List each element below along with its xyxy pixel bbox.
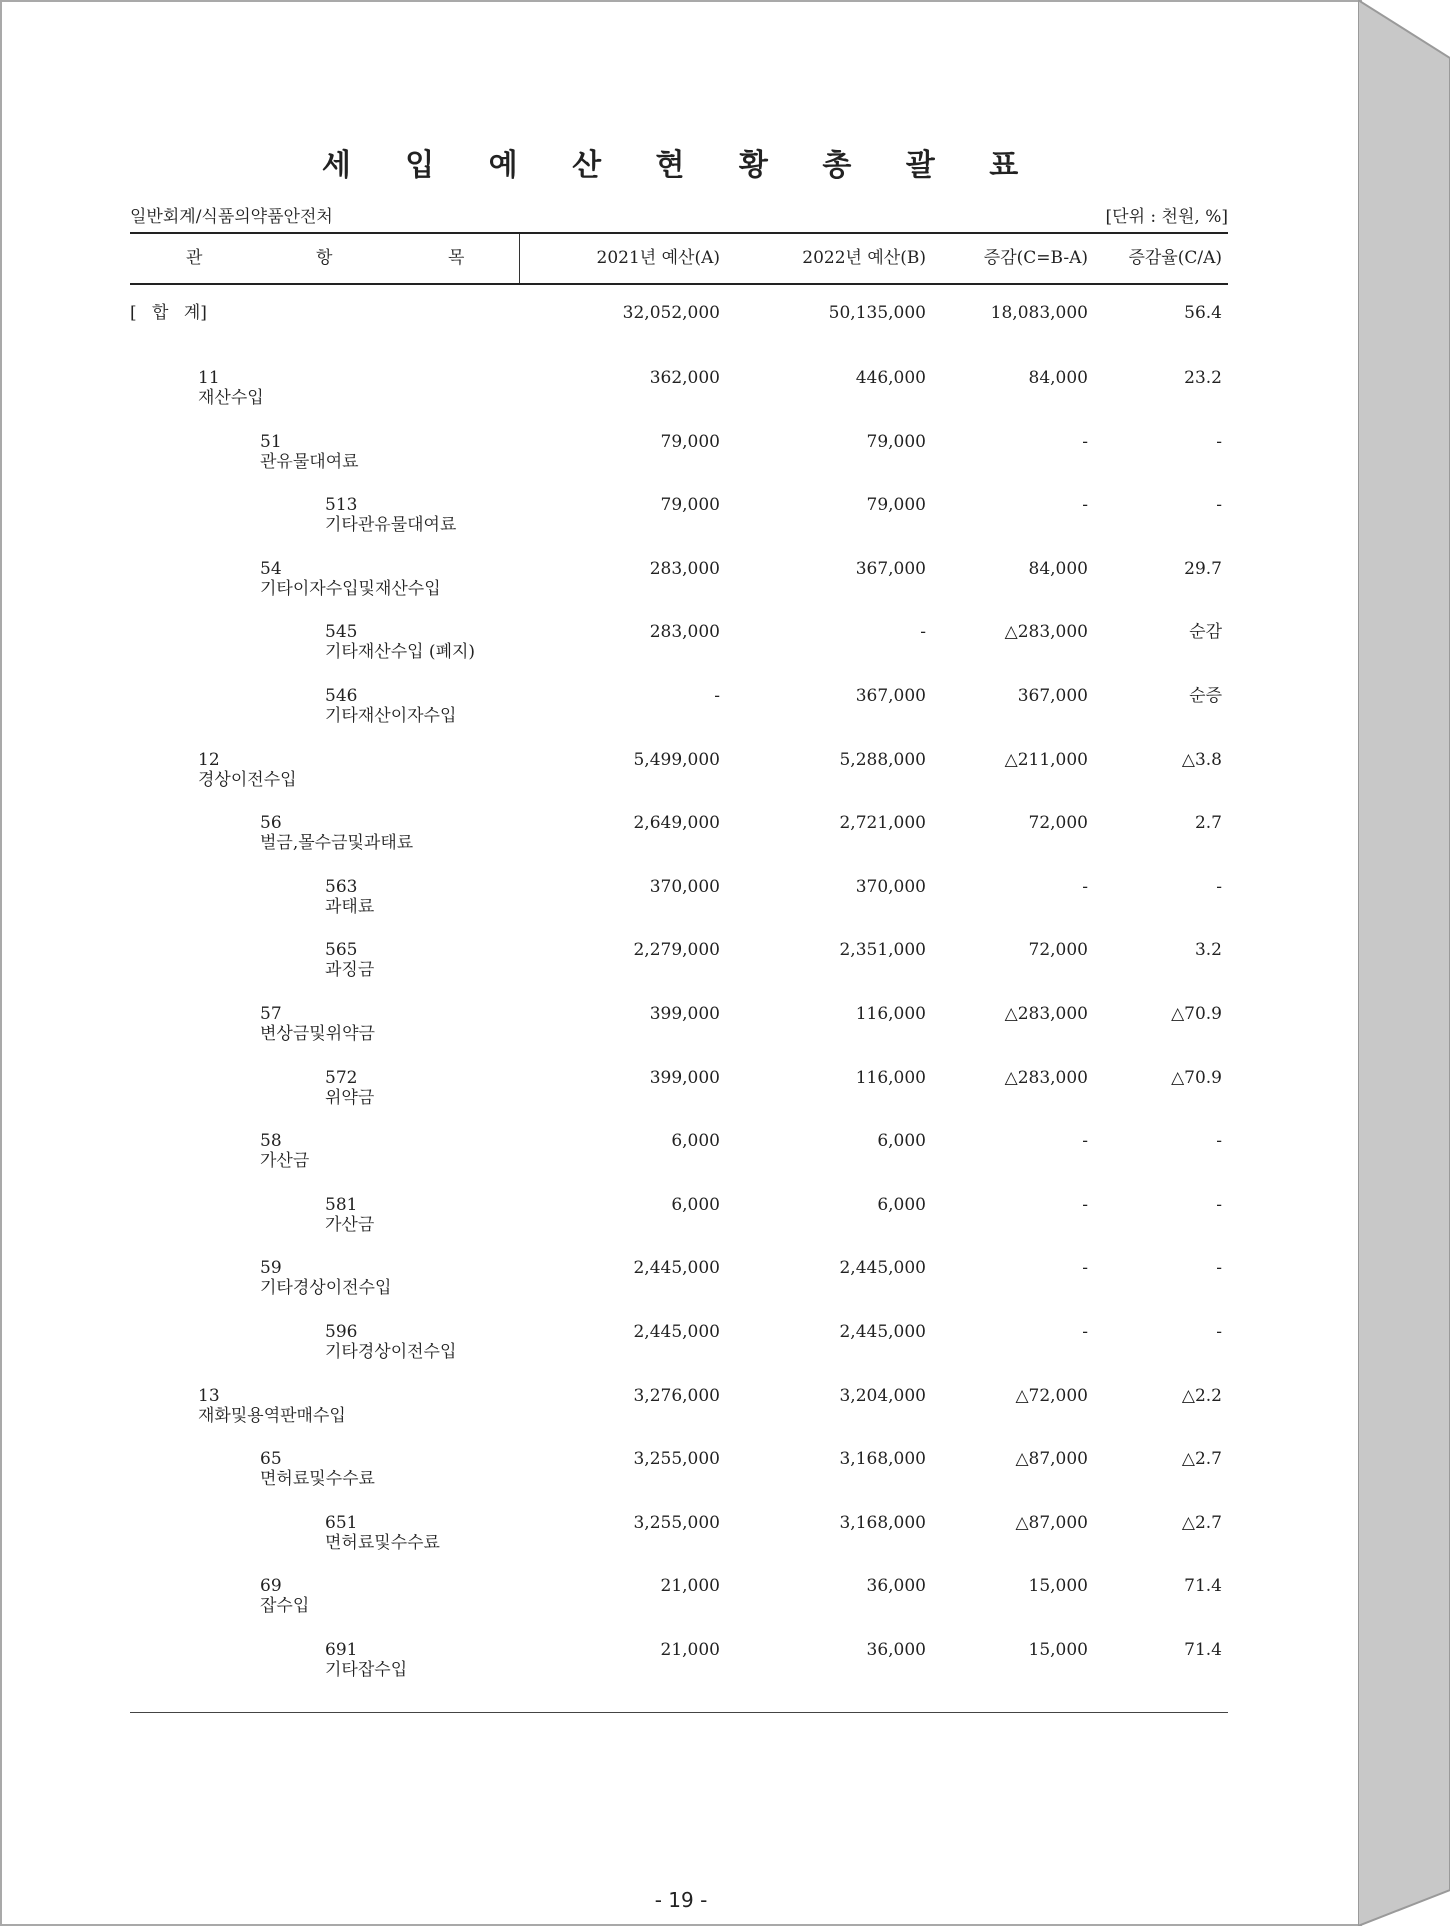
row-budget-2021: 399,000 — [649, 1004, 720, 1024]
row-code: 581 — [325, 1195, 358, 1215]
row-code: 11 — [198, 368, 220, 388]
row-budget-2022: 5,288,000 — [839, 750, 926, 770]
row-change: 84,000 — [1028, 368, 1088, 388]
row-budget-2022: 3,204,000 — [839, 1386, 926, 1406]
row-budget-2022: 116,000 — [855, 1068, 926, 1088]
row-code: 12 — [198, 750, 220, 770]
row-name: 잡수입 — [260, 1596, 310, 1616]
total-change: 18,083,000 — [990, 303, 1088, 323]
row-name: 기타경상이전수입 — [260, 1278, 392, 1298]
row-code: 691 — [325, 1640, 358, 1660]
row-change: - — [1082, 1322, 1088, 1342]
row-budget-2022: 79,000 — [866, 432, 926, 452]
row-change-rate: - — [1216, 877, 1222, 897]
row-code: 596 — [325, 1322, 358, 1342]
row-budget-2021: 21,000 — [660, 1640, 720, 1660]
header-mok: 목 — [448, 248, 465, 268]
row-name: 경상이전수입 — [198, 770, 297, 790]
row-name: 면허료및수수료 — [325, 1533, 440, 1553]
row-budget-2021: 2,445,000 — [633, 1258, 720, 1278]
row-code: 65 — [260, 1449, 282, 1469]
row-change-rate: 23.2 — [1184, 368, 1222, 388]
row-budget-2021: 21,000 — [660, 1576, 720, 1596]
row-change: 84,000 — [1028, 559, 1088, 579]
row-budget-2021: 283,000 — [649, 622, 720, 642]
row-code: 572 — [325, 1068, 358, 1088]
row-budget-2021: 3,255,000 — [633, 1449, 720, 1469]
row-name: 기타관유물대여료 — [325, 515, 457, 535]
row-code: 54 — [260, 559, 282, 579]
header-kwan: 관 — [186, 248, 203, 268]
row-budget-2022: 3,168,000 — [839, 1449, 926, 1469]
row-name: 기타잡수입 — [325, 1660, 408, 1680]
row-change-rate: - — [1216, 1322, 1222, 1342]
row-code: 51 — [260, 432, 282, 452]
total-budget-2021: 32,052,000 — [622, 303, 720, 323]
row-change-rate: 29.7 — [1184, 559, 1222, 579]
row-budget-2021: 2,279,000 — [633, 940, 720, 960]
row-name: 가산금 — [260, 1151, 310, 1171]
row-change: - — [1082, 1258, 1088, 1278]
row-change-rate: - — [1216, 432, 1222, 452]
row-name: 관유물대여료 — [260, 452, 359, 472]
row-change-rate: △2.7 — [1181, 1449, 1222, 1469]
row-budget-2022: 2,445,000 — [839, 1258, 926, 1278]
row-change: - — [1082, 432, 1088, 452]
row-budget-2022: 116,000 — [855, 1004, 926, 1024]
row-change-rate: △2.2 — [1181, 1386, 1222, 1406]
row-budget-2021: 79,000 — [660, 495, 720, 515]
row-budget-2022: 6,000 — [877, 1195, 926, 1215]
row-budget-2021: 6,000 — [671, 1195, 720, 1215]
row-change-rate: - — [1216, 1131, 1222, 1151]
department-label: 일반회계/식품의약품안전처 — [130, 207, 333, 227]
row-budget-2022: 370,000 — [855, 877, 926, 897]
row-code: 56 — [260, 813, 282, 833]
page-number: - 19 - — [654, 1888, 708, 1912]
row-budget-2021: 79,000 — [660, 432, 720, 452]
row-code: 59 — [260, 1258, 282, 1278]
row-change-rate: 순증 — [1189, 686, 1222, 706]
row-name: 과징금 — [325, 960, 375, 980]
row-change: △283,000 — [1004, 622, 1088, 642]
row-change: - — [1082, 495, 1088, 515]
row-change: 72,000 — [1028, 813, 1088, 833]
header-bottom-rule — [130, 283, 1228, 285]
row-budget-2021: 6,000 — [671, 1131, 720, 1151]
row-name: 기타재산이자수입 — [325, 706, 457, 726]
row-change-rate: - — [1216, 495, 1222, 515]
row-name: 위약금 — [325, 1088, 375, 1108]
page-title: 세 입 예 산 현 황 총 괄 표 — [321, 148, 1041, 183]
row-name: 기타이자수입및재산수입 — [260, 579, 441, 599]
row-budget-2022: 2,721,000 — [839, 813, 926, 833]
row-change-rate: △70.9 — [1171, 1068, 1222, 1088]
row-name: 재산수입 — [198, 388, 264, 408]
subheader — [130, 202, 1228, 227]
row-budget-2021: 283,000 — [649, 559, 720, 579]
row-change-rate: △70.9 — [1171, 1004, 1222, 1024]
row-budget-2022: 2,351,000 — [839, 940, 926, 960]
row-change: - — [1082, 1131, 1088, 1151]
row-budget-2021: 362,000 — [649, 368, 720, 388]
row-change: 15,000 — [1028, 1576, 1088, 1596]
row-code: 565 — [325, 940, 358, 960]
row-budget-2021: - — [714, 686, 720, 706]
row-name: 면허료및수수료 — [260, 1469, 375, 1489]
row-code: 546 — [325, 686, 358, 706]
row-change: △211,000 — [1004, 750, 1088, 770]
row-change-rate: 순감 — [1189, 622, 1222, 642]
row-name: 과태료 — [325, 897, 375, 917]
total-label: [ 합 계] — [130, 303, 207, 323]
row-change: - — [1082, 877, 1088, 897]
header-change-rate: 증감율(C/A) — [1128, 248, 1222, 268]
row-change: △72,000 — [1015, 1386, 1088, 1406]
row-change-rate: 71.4 — [1184, 1576, 1222, 1596]
row-change-rate: 71.4 — [1184, 1640, 1222, 1660]
row-name: 재화및용역판매수입 — [198, 1406, 346, 1426]
row-budget-2021: 5,499,000 — [633, 750, 720, 770]
row-change: 72,000 — [1028, 940, 1088, 960]
total-budget-2022: 50,135,000 — [828, 303, 926, 323]
header-hang: 항 — [316, 248, 333, 268]
row-change: △283,000 — [1004, 1004, 1088, 1024]
header-change: 증감(C=B-A) — [983, 248, 1088, 268]
header-budget-2021: 2021년 예산(A) — [596, 248, 720, 268]
row-name: 가산금 — [325, 1215, 375, 1235]
row-code: 57 — [260, 1004, 282, 1024]
unit-label: [단위 : 천원, %] — [1105, 207, 1228, 227]
row-budget-2022: 367,000 — [855, 559, 926, 579]
total-change-rate: 56.4 — [1184, 303, 1222, 323]
row-budget-2021: 3,276,000 — [633, 1386, 720, 1406]
row-change: △87,000 — [1015, 1513, 1088, 1533]
row-change: △283,000 — [1004, 1068, 1088, 1088]
row-change-rate: △3.8 — [1181, 750, 1222, 770]
header-budget-2022: 2022년 예산(B) — [802, 248, 926, 268]
row-budget-2022: 79,000 — [866, 495, 926, 515]
row-name: 기타경상이전수입 — [325, 1342, 457, 1362]
row-budget-2021: 2,445,000 — [633, 1322, 720, 1342]
row-budget-2022: 6,000 — [877, 1131, 926, 1151]
table-bottom-rule — [130, 1712, 1228, 1713]
row-code: 13 — [198, 1386, 220, 1406]
row-change-rate: - — [1216, 1195, 1222, 1215]
row-budget-2022: 36,000 — [866, 1640, 926, 1660]
row-code: 513 — [325, 495, 358, 515]
row-change: △87,000 — [1015, 1449, 1088, 1469]
row-budget-2022: 36,000 — [866, 1576, 926, 1596]
row-code: 58 — [260, 1131, 282, 1151]
row-code: 651 — [325, 1513, 358, 1533]
row-name: 벌금,몰수금및과태료 — [260, 833, 414, 853]
row-budget-2021: 370,000 — [649, 877, 720, 897]
row-change: - — [1082, 1195, 1088, 1215]
row-name: 기타재산수입 (폐지) — [325, 642, 476, 662]
row-budget-2021: 2,649,000 — [633, 813, 720, 833]
row-change-rate: 3.2 — [1194, 940, 1222, 960]
row-code: 563 — [325, 877, 358, 897]
row-change: 15,000 — [1028, 1640, 1088, 1660]
row-budget-2021: 3,255,000 — [633, 1513, 720, 1533]
row-change-rate: △2.7 — [1181, 1513, 1222, 1533]
row-budget-2022: 3,168,000 — [839, 1513, 926, 1533]
row-change-rate: - — [1216, 1258, 1222, 1278]
row-budget-2022: 367,000 — [855, 686, 926, 706]
row-name: 변상금및위약금 — [260, 1024, 375, 1044]
row-budget-2021: 399,000 — [649, 1068, 720, 1088]
row-change-rate: 2.7 — [1194, 813, 1222, 833]
row-budget-2022: 446,000 — [855, 368, 926, 388]
row-budget-2022: 2,445,000 — [839, 1322, 926, 1342]
page-edge-shadow — [1358, 0, 1450, 1926]
row-budget-2022: - — [920, 622, 926, 642]
row-change: 367,000 — [1017, 686, 1088, 706]
row-code: 69 — [260, 1576, 282, 1596]
row-code: 545 — [325, 622, 358, 642]
